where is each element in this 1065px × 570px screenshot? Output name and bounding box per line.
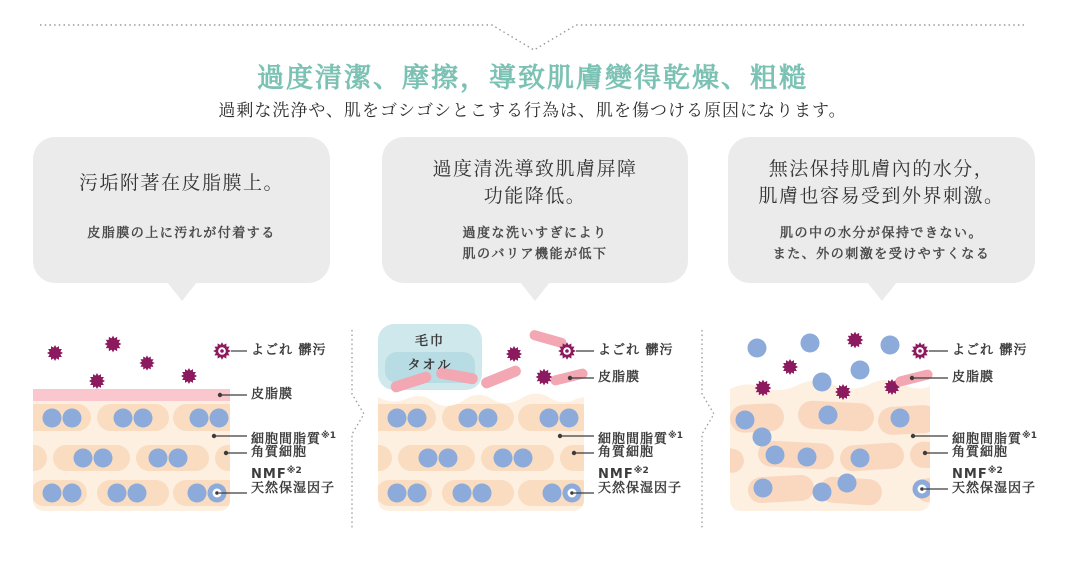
bubble-title-line: 無法保持肌膚內的水分，	[768, 158, 995, 180]
speech-bubble-step1	[33, 137, 330, 283]
bubble-subtitle	[462, 223, 607, 265]
legend-nmf-label	[598, 463, 649, 483]
legend-sebum-label: 皮脂膜	[952, 370, 995, 385]
bubble-title-line: 過度清洗導致肌膚屏障	[432, 158, 638, 180]
speech-bubble-step3	[728, 137, 1035, 283]
legend-nmf-footnote: ※2	[987, 466, 1003, 476]
legend-dirt-label: よごれ 髒污	[251, 343, 327, 358]
bubble-subtitle-line: 過度な洗いすぎにより	[462, 226, 608, 241]
legend-nmf-name-label: 天然保湿因子	[251, 481, 336, 496]
bubble-subtitle	[87, 223, 276, 244]
legend-lipids-footnote: ※1	[668, 431, 684, 441]
legend-nmf-text: NMF	[598, 467, 634, 482]
bubble-subtitle-line: 肌のバリア機能が低下	[462, 247, 608, 262]
bubble-subtitle-line: 肌の中の水分が保持できない。	[779, 226, 983, 241]
speech-bubble-step2	[382, 137, 688, 283]
panel-separator-chevron	[694, 328, 722, 532]
legend-dirt-label: よごれ 髒污	[598, 343, 674, 358]
bubble-title-line: 肌膚也容易受到外界刺激。	[758, 185, 1005, 207]
legend-lipids-footnote: ※1	[321, 431, 337, 441]
bubble-title	[758, 153, 1004, 213]
bubble-title	[79, 153, 284, 213]
legend-nmf-footnote: ※2	[286, 466, 302, 476]
bubble-title	[432, 153, 637, 213]
legend-nmf-name-label: 天然保湿因子	[598, 481, 683, 496]
legend-lipids-text: 細胞間脂質	[598, 432, 669, 447]
top-border-notch	[0, 0, 1065, 60]
bubble-title-line: 污垢附著在皮脂膜上。	[78, 171, 284, 194]
skin-diagram-step1	[33, 320, 378, 525]
dirt-particles	[47, 336, 231, 389]
legend-nmf-name-label: 天然保湿因子	[952, 481, 1037, 496]
towel-label-ja: タオル	[407, 358, 453, 373]
dirt-marker-center	[565, 349, 569, 353]
legend-lipids-footnote: ※1	[1022, 431, 1038, 441]
legend-nmf-footnote: ※2	[633, 466, 649, 476]
panel-separator-chevron	[344, 328, 372, 532]
page-title: 過度清潔、摩擦，導致肌膚變得乾燥、粗糙	[257, 63, 808, 94]
bubble-subtitle-line: また、外の刺激を受けやすくなる	[772, 247, 991, 262]
legend-corneocyte-label: 角質細胞	[251, 445, 308, 460]
legend-lipids-text: 細胞間脂質	[251, 432, 322, 447]
legend-sebum-label: 皮脂膜	[598, 370, 641, 385]
legend-dirt-label: よごれ 髒污	[952, 343, 1028, 358]
bubble-title-line: 功能降低。	[483, 185, 587, 207]
legend-corneocyte-label: 角質細胞	[598, 445, 655, 460]
legend-nmf-label	[251, 463, 302, 483]
legend-nmf-text: NMF	[251, 467, 287, 482]
legend-lipids-text: 細胞間脂質	[952, 432, 1023, 447]
legend-nmf-label	[952, 463, 1003, 483]
towel-label-zh: 毛巾	[414, 334, 445, 349]
bubble-subtitle	[773, 223, 991, 265]
legend-nmf-text: NMF	[952, 467, 988, 482]
bubble-subtitle-line: 皮脂膜の上に汚れが付着する	[87, 226, 276, 241]
legend-corneocyte-label: 角質細胞	[952, 445, 1009, 460]
dirt-marker-center	[918, 349, 922, 353]
dirt-marker-center	[220, 349, 224, 353]
sebum-film-band	[33, 389, 230, 401]
skin-diagram-step2	[378, 320, 723, 525]
legend-sebum-label: 皮脂膜	[251, 387, 294, 402]
page-subtitle: 過剰な洗浄や、肌をゴシゴシとこする行為は、肌を傷つける原因になります。	[218, 101, 847, 121]
skin-diagram-step3	[720, 320, 1065, 525]
